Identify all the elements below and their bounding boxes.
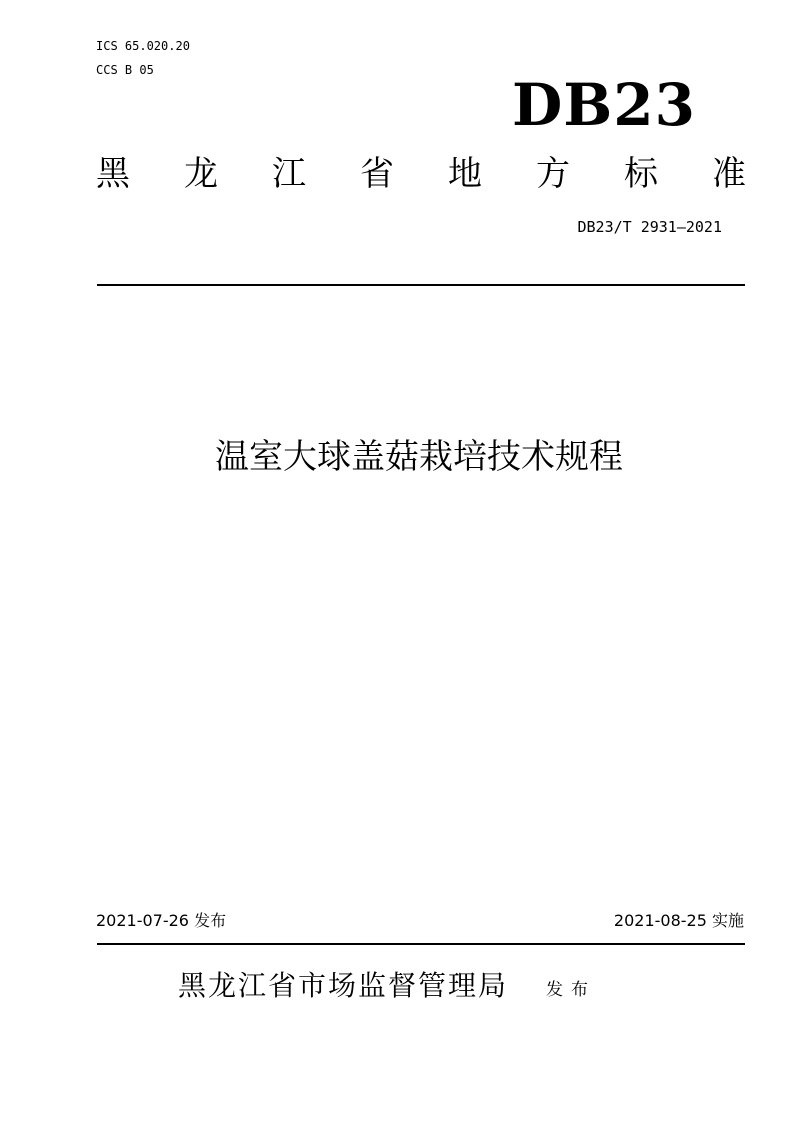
standard-type-heading (96, 148, 746, 200)
bottom-divider (97, 943, 745, 945)
document-title: 温室大球盖菇栽培技术规程 (215, 437, 623, 477)
standard-type-char: 标 (624, 154, 658, 194)
issuer-action: 发布 (546, 980, 597, 1000)
issuer-name: 黑龙江省市场监督管理局 (178, 969, 509, 1002)
standard-number: DB23/T 2931—2021 (577, 218, 722, 236)
standard-type-char: 地 (448, 154, 482, 194)
implement-date: 2021-08-25 实施 (613, 911, 744, 930)
issuer-line (178, 966, 596, 1006)
standard-type-char: 黑 (96, 154, 130, 194)
publish-date: 2021-07-26 发布 (96, 911, 227, 930)
standard-code-logo: DB23 (511, 71, 696, 139)
standard-type-char: 方 (536, 154, 570, 194)
standard-type-char: 江 (272, 154, 306, 194)
standard-type-char: 省 (360, 154, 394, 194)
top-divider (97, 284, 745, 286)
ccs-code: CCS B 05 (96, 63, 154, 77)
ics-code: ICS 65.020.20 (96, 39, 190, 53)
standard-type-char: 准 (712, 154, 746, 194)
standard-type-char: 龙 (184, 154, 218, 194)
